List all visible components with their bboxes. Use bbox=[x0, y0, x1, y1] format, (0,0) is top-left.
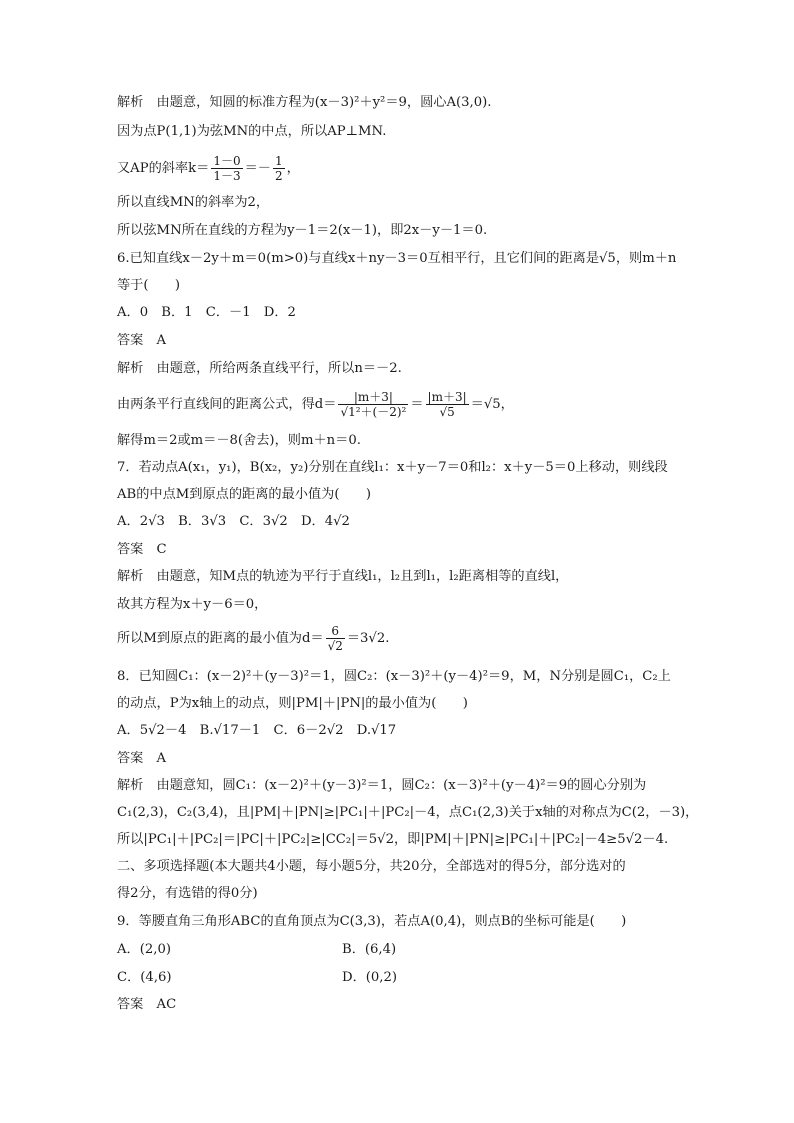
slope-equals: ＝－ bbox=[244, 161, 271, 176]
distance-fraction-1 bbox=[338, 390, 408, 419]
fraction-numerator: |m＋3| bbox=[338, 390, 408, 405]
fraction-denominator: 2 bbox=[274, 169, 283, 183]
question-6-line-2: 等于( ) bbox=[117, 278, 181, 293]
fraction-numerator: 1－0 bbox=[213, 154, 241, 168]
question-6-line-1: 6.已知直线x－2y＋m＝0(m>0)与直线x＋ny－3＝0互相平行，且它们间的距离是√5，则m＋n bbox=[117, 251, 677, 266]
solution-5-line-5: 所以弦MN所在直线的方程为y－1＝2(x－1)，即2x－y－1＝0. bbox=[117, 223, 488, 238]
solution-5-line-1: 解析 由题意，知圆的标准方程为(x－3)²＋y²＝9，圆心A(3,0). bbox=[117, 95, 492, 110]
question-8-line-1: 8．已知圆C₁：(x－2)²＋(y－3)²＝1，圆C₂：(x－3)²＋(y－4)²＝9，M，N分别是圆C₁，C₂上 bbox=[117, 669, 671, 684]
fraction-denominator: √1²＋(－2)² bbox=[340, 405, 407, 419]
distance-prefix: 由两条平行直线间的距离公式，得d＝ bbox=[117, 397, 337, 412]
solution-7-line-1: 解析 由题意，知M点的轨迹为平行于直线l₁，l₂且到l₁，l₂距离相等的直线l， bbox=[117, 569, 569, 584]
section-2-heading-line-1: 二、多项选择题(本大题共4小题，每小题5分，共20分，全部选对的得5分，部分选对的 bbox=[117, 859, 626, 874]
question-9-options-row-2 bbox=[117, 969, 687, 987]
min-distance-prefix: 所以M到原点的距离的最小值为d＝ bbox=[117, 631, 324, 646]
answer-7: 答案 C bbox=[117, 542, 167, 557]
question-8-options: A．5√2－4 B.√17－1 C．6－2√2 D.√17 bbox=[117, 723, 397, 738]
solution-8-line-2: C₁(2,3)，C₂(3,4)，且|PM|＋|PN|≥|PC₁|＋|PC₂|－4，点C₁(2,3)关于x轴的对称点为C(2，－3)， bbox=[117, 805, 699, 820]
option-c: C．(4,6) bbox=[117, 970, 172, 985]
distance-equals: ＝ bbox=[410, 397, 424, 412]
slope-result-fraction bbox=[273, 154, 285, 183]
min-distance-fraction bbox=[326, 624, 345, 653]
option-b: B．(6,4) bbox=[342, 942, 397, 957]
answer-9: 答案 AC bbox=[117, 997, 177, 1012]
question-7-line-1: 7．若动点A(x₁，y₁)，B(x₂，y₂)分别在直线l₁：x＋y－7＝0和l₂：x＋y－5＝0上移动，则线段 bbox=[117, 460, 668, 475]
slope-suffix: ， bbox=[286, 161, 300, 176]
answer-6: 答案 A bbox=[117, 333, 167, 348]
question-8-line-2: 的动点，P为x轴上的动点，则|PM|＋|PN|的最小值为( ) bbox=[117, 696, 468, 711]
section-2-heading-line-2: 得2分，有选错的得0分) bbox=[117, 886, 258, 901]
question-9-stem: 9．等腰直角三角形ABC的直角顶点为C(3,3)，若点A(0,4)，则点B的坐标可能是( ) bbox=[117, 914, 627, 929]
option-d: D．(0,2) bbox=[342, 970, 398, 985]
fraction-denominator: 1－3 bbox=[213, 169, 241, 183]
solution-8-line-1: 解析 由题意知，圆C₁：(x－2)²＋(y－3)²＝1，圆C₂：(x－3)²＋(y－4)²＝9的圆心分别为 bbox=[117, 778, 647, 793]
solution-7-line-2: 故其方程为x＋y－6＝0， bbox=[117, 597, 268, 612]
solution-6-distance-line bbox=[117, 386, 687, 424]
question-9-options-row-1 bbox=[117, 941, 687, 959]
fraction-denominator: √2 bbox=[327, 639, 343, 653]
fraction-numerator: |m＋3| bbox=[427, 390, 467, 404]
min-distance-suffix: ＝3√2. bbox=[346, 631, 390, 646]
solution-5-line-4: 所以直线MN的斜率为2， bbox=[117, 195, 270, 210]
solution-7-min-distance-line bbox=[117, 621, 687, 657]
question-7-line-2: AB的中点M到原点的距离的最小值为( ) bbox=[117, 487, 372, 502]
solution-6-line-1: 解析 由题意，所给两条直线平行，所以n＝－2. bbox=[117, 361, 402, 376]
solution-5-line-2: 因为点P(1,1)为弦MN的中点，所以AP⊥MN. bbox=[117, 124, 387, 139]
fraction-numerator: 1 bbox=[274, 154, 283, 168]
solution-5-slope-line bbox=[117, 152, 687, 186]
fraction-denominator: √5 bbox=[439, 405, 455, 419]
option-a: A．(2,0) bbox=[117, 942, 171, 957]
distance-suffix: ＝√5， bbox=[470, 397, 514, 412]
answer-8: 答案 A bbox=[117, 751, 167, 766]
slope-fraction bbox=[211, 154, 242, 183]
question-7-options: A．2√3 B．3√3 C．3√2 D．4√2 bbox=[117, 514, 350, 529]
solution-6-line-3: 解得m＝2或m＝－8(舍去)，则m＋n＝0. bbox=[117, 433, 361, 448]
solution-8-line-3: 所以|PC₁|＋|PC₂|＝|PC|＋|PC₂|≥|CC₂|＝5√2，即|PM|＋|PN|≥|PC₁|＋|PC₂|－4≥5√2－4. bbox=[117, 832, 669, 847]
fraction-numerator: 6 bbox=[326, 624, 345, 639]
question-6-options: A．0 B．1 C．－1 D．2 bbox=[117, 305, 296, 320]
slope-prefix: 又AP的斜率k＝ bbox=[117, 161, 210, 176]
distance-fraction-2 bbox=[426, 390, 469, 419]
